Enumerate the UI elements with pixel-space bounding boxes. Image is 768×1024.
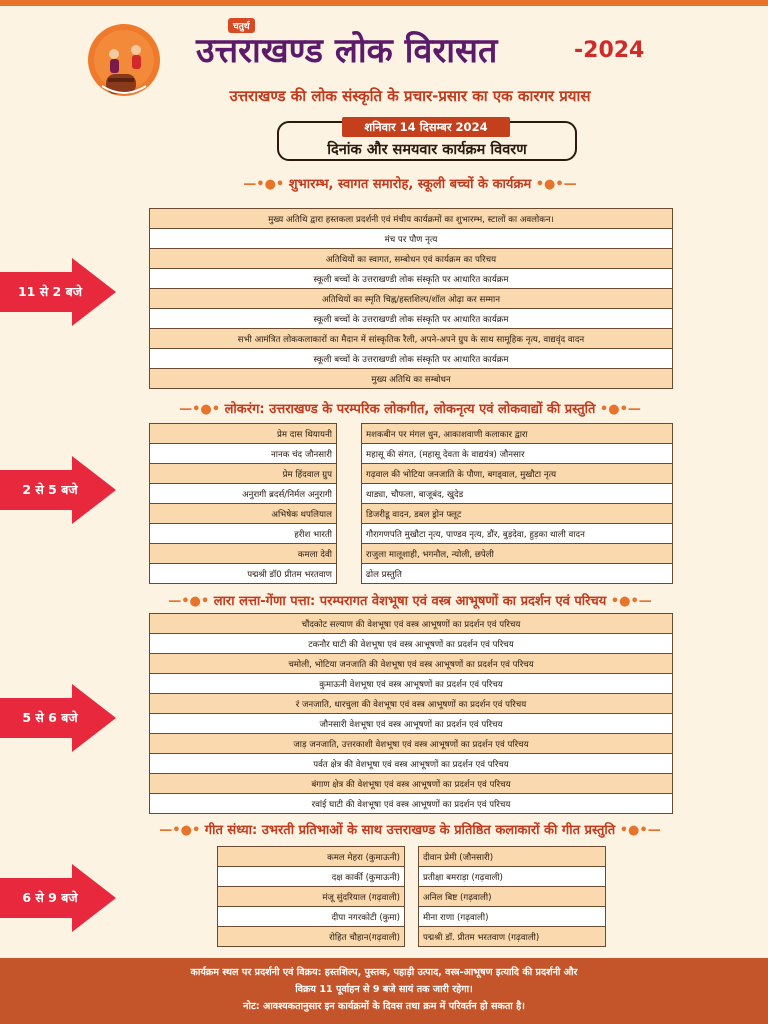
table-row: दीवान प्रेमी (जौनसारी) xyxy=(419,847,606,867)
time-slot-label: 5 से 6 बजे xyxy=(22,710,78,725)
table-row: रवांई घाटी की वेशभूषा एवं वस्त्र आभूषणों का प्रदर्शन एवं परिचय xyxy=(150,794,673,814)
table-row: ढोल प्रस्तुति xyxy=(362,564,673,584)
table-row: प्रतीक्षा बमराड़ा (गढ़वाली) xyxy=(419,867,606,887)
time-slot-label: 11 से 2 बजे xyxy=(17,284,82,299)
table-row: थाड्या, चौफला, बाजूबंद, खुदेड xyxy=(362,484,673,504)
table-row: अतिथियों का स्मृति चिह्न/हस्तशिल्प/शॉल ओढ़ा कर सम्मान xyxy=(150,289,673,309)
table-row: मीना राणा (गढ़वाली) xyxy=(419,907,606,927)
table-row: रोहित चौहान(गढ़वाली) xyxy=(218,927,405,947)
dot-ornament-icon: •●•— xyxy=(610,594,652,609)
footer-notice xyxy=(0,958,768,1024)
table-row: हरीश भारती xyxy=(150,524,337,544)
table-row: पर्वत क्षेत्र की वेशभूषा एवं वस्त्र आभूषणों का प्रदर्शन एवं परिचय xyxy=(150,754,673,774)
page-title: उत्तराखण्ड लोक विरासत xyxy=(196,31,498,71)
table-row: मशकबीन पर मंगल धुन, आकाशवाणी कलाकार द्वारा xyxy=(362,424,673,444)
time-slot-label: 6 से 9 बजे xyxy=(22,890,78,905)
table-row: राजुला मालूशाही, भगनौल, न्योली, छपेली xyxy=(362,544,673,564)
time-arrow-4 xyxy=(0,864,116,932)
time-arrow-3 xyxy=(0,684,116,752)
edition-badge: चतुर्थ xyxy=(228,18,255,33)
event-year: -2024 xyxy=(574,38,645,63)
table-row: चौंदकोट सल्याण की वेशभूषा एवं वस्त्र आभूषणों का प्रदर्शन एवं परिचय xyxy=(150,614,673,634)
table-row: स्कूली बच्चों के उत्तराखण्डी लोक संस्कृति पर आधारित कार्यक्रम xyxy=(150,269,673,289)
table-row: सभी आमंत्रित लोककलाकारों का मैदान में सांस्कृतिक रैली, अपने-अपने ग्रुप के साथ सामूहिक नृत्य, वाद्यवृंद वादन xyxy=(150,329,673,349)
table-row: प्रेम हिंदवाल ग्रुप xyxy=(150,464,337,484)
table-row: अनुरागी ब्रदर्स/निर्मल अनुरागी xyxy=(150,484,337,504)
dot-ornament-icon: •●•— xyxy=(535,177,577,192)
section-heading-opening: —•●• शुभारम्भ, स्वागत समारोह, स्कूली बच्चों के कार्यक्रम •●•— xyxy=(243,177,577,192)
section-heading-geet-sandhya: —•●• गीत संध्या: उभरती प्रतिभाओं के साथ उत्तराखण्ड के प्रतिष्ठित कलाकारों की गीत प्रस्तुति •●•— xyxy=(159,823,661,838)
lokrang-performances-table xyxy=(361,423,673,584)
table-row: कुमाऊनी वेशभूषा एवं वस्त्र आभूषणों का प्रदर्शन एवं परिचय xyxy=(150,674,673,694)
table-row: कमल मेहरा (कुमाऊनी) xyxy=(218,847,405,867)
schedule-subtitle: दिनांक और समयवार कार्यक्रम विवरण xyxy=(327,142,527,158)
time-slot-label: 2 से 5 बजे xyxy=(22,482,78,497)
table-row: नानक चंद जौनसारी xyxy=(150,444,337,464)
table-row: अतिथियों का स्वागत, सम्बोधन एवं कार्यक्रम का परिचय xyxy=(150,249,673,269)
footer-note: नोट: आवश्यकतानुसार इन कार्यक्रमों के दिवस तथा क्रम में परिवर्तन हो सकता है। xyxy=(243,1001,525,1012)
table-row: दक्ष कार्की (कुमाऊनी) xyxy=(218,867,405,887)
table-row: जाड़ जनजाति, उत्तरकाशी वेशभूषा एवं वस्त्र आभूषणों का प्रदर्शन एवं परिचय xyxy=(150,734,673,754)
section-heading-costumes: —•●• लारा लत्ता-गेंणा पत्ता: परम्परागत वेशभूषा एवं वस्त्र आभूषणों का प्रदर्शन एवं परिचय •●•— xyxy=(168,594,652,609)
table-row: कमला देवी xyxy=(150,544,337,564)
table-row: पद्मश्री डॉ0 प्रीतम भरतवाण xyxy=(150,564,337,584)
table-row: महासू की संगत, (महासू देवता के वाद्ययंत्र) जौनसार xyxy=(362,444,673,464)
table-row: प्रेम दास थियायनी xyxy=(150,424,337,444)
opening-schedule-table xyxy=(149,208,673,389)
dot-ornament-icon: —•●• xyxy=(243,177,285,192)
table-row: दीपा नगरकोटी (कुमा) xyxy=(218,907,405,927)
table-row: मंजू सुंदरियाल (गढ़वाली) xyxy=(218,887,405,907)
table-row: मंच पर पौण नृत्य xyxy=(150,229,673,249)
dot-ornament-icon: •●•— xyxy=(599,402,641,417)
lokrang-artists-table xyxy=(149,423,337,584)
top-accent-bar xyxy=(0,0,768,6)
table-row: स्कूली बच्चों के उत्तराखण्डी लोक संस्कृति पर आधारित कार्यक्रम xyxy=(150,349,673,369)
time-arrow-1 xyxy=(0,258,116,326)
tagline: उत्तराखण्ड की लोक संस्कृति के प्रचार-प्रसार का एक कारगर प्रयास xyxy=(229,87,591,105)
table-row: चमोली, भोटिया जनजाति की वेशभूषा एवं वस्त्र आभूषणों का प्रदर्शन एवं परिचय xyxy=(150,654,673,674)
table-row: मुख्य अतिथि द्वारा हस्तकला प्रदर्शनी एवं मंचीय कार्यक्रमों का शुभारम्भ, स्टालों का अवलोकन। xyxy=(150,209,673,229)
footer-line-1: कार्यक्रम स्थल पर प्रदर्शनी एवं विक्रय: हस्तशिल्प, पुस्तक, पहाड़ी उत्पाद, वस्त्र-आभूषण इत्यादि की प्रदर्शनी और xyxy=(190,967,578,978)
table-row: जौनसारी वेशभूषा एवं वस्त्र आभूषणों का प्रदर्शन एवं परिचय xyxy=(150,714,673,734)
dot-ornament-icon: •●•— xyxy=(619,823,661,838)
table-row: गौरागणपति मुखौटा नृत्य, पाण्डव नृत्य, डौंर, बुड़देवा, हुड़का थाली वादन xyxy=(362,524,673,544)
table-row: गढ़वाल की भोटिया जनजाति के पौणा, बगड्वाल, मुखौटा नृत्य xyxy=(362,464,673,484)
geet-singers-right-table xyxy=(418,846,606,947)
table-row: पद्मश्री डॉ. प्रीतम भरतवाण (गढ़वाली) xyxy=(419,927,606,947)
dot-ornament-icon: —•●• xyxy=(159,823,201,838)
table-row: टकनौर घाटी की वेशभूषा एवं वस्त्र आभूषणों का प्रदर्शन एवं परिचय xyxy=(150,634,673,654)
date-badge: शनिवार 14 दिसम्बर 2024 xyxy=(342,117,510,137)
table-row: रं जनजाति, धारचुला की वेशभूषा एवं वस्त्र आभूषणों का प्रदर्शन एवं परिचय xyxy=(150,694,673,714)
table-row: अनिल बिष्ट (गढ़वाली) xyxy=(419,887,606,907)
table-row: मुख्य अतिथि का सम्बोधन xyxy=(150,369,673,389)
dot-ornament-icon: —•●• xyxy=(179,402,221,417)
time-arrow-2 xyxy=(0,456,116,524)
geet-singers-left-table xyxy=(217,846,405,947)
table-row: डिजरीडू वादन, डबल ड्रोन फ्लूट xyxy=(362,504,673,524)
section-heading-lokrang: —•●• लोकरंग: उत्तराखण्ड के परम्परिक लोकगीत, लोकनृत्य एवं लोकवाद्यों की प्रस्तुति •●•— xyxy=(179,402,641,417)
footer-line-2: विक्रय 11 पूर्वाहन से 9 बजे सायं तक जारी रहेगा। xyxy=(295,984,473,995)
table-row: बंगाण क्षेत्र की वेशभूषा एवं वस्त्र आभूषणों का प्रदर्शन एवं परिचय xyxy=(150,774,673,794)
costumes-schedule-table xyxy=(149,613,673,814)
table-row: अभिषेक थपलियाल xyxy=(150,504,337,524)
table-row: स्कूली बच्चों के उत्तराखण्डी लोक संस्कृति पर आधारित कार्यक्रम xyxy=(150,309,673,329)
dot-ornament-icon: —•●• xyxy=(168,594,210,609)
